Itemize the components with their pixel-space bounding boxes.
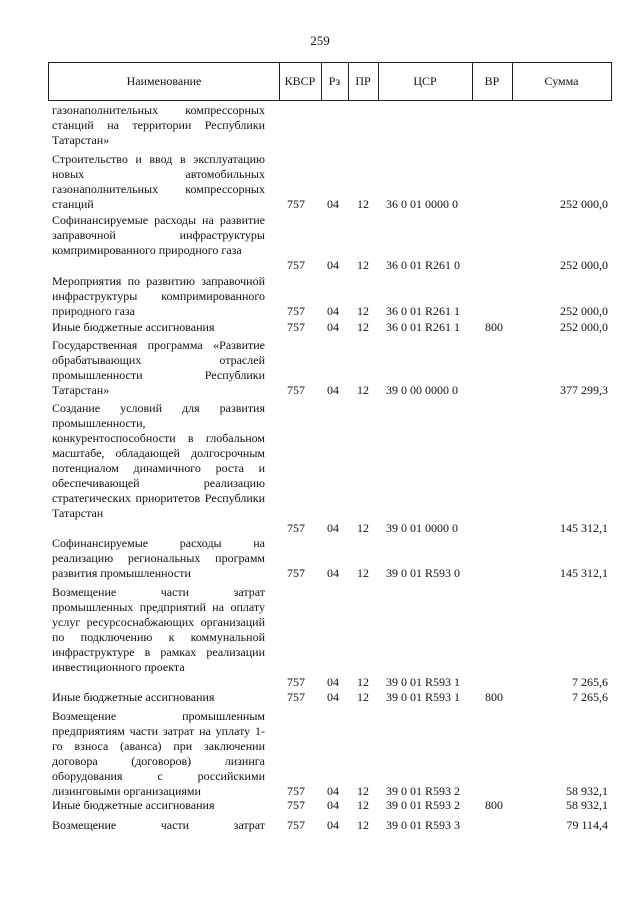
row-pr: 12 bbox=[357, 675, 369, 689]
row-sum: 252 000,0 bbox=[560, 197, 608, 211]
table-row bbox=[0, 338, 640, 398]
table-row bbox=[0, 798, 640, 813]
table-row bbox=[0, 320, 640, 335]
header-rz: Рз bbox=[328, 74, 341, 88]
table-row bbox=[0, 818, 640, 833]
row-csr: 36 0 01 0000 0 bbox=[386, 197, 458, 211]
row-rz: 04 bbox=[327, 675, 339, 689]
row-csr: 39 0 01 0000 0 bbox=[386, 521, 458, 535]
row-pr: 12 bbox=[357, 383, 369, 397]
row-rz: 04 bbox=[327, 521, 339, 535]
row-sum: 145 312,1 bbox=[560, 566, 608, 580]
row-sum: 252 000,0 bbox=[560, 258, 608, 272]
row-csr: 39 0 01 R593 3 bbox=[386, 818, 461, 832]
table-row bbox=[0, 709, 640, 799]
row-kvsr: 757 bbox=[287, 197, 305, 211]
row-csr: 36 0 01 R261 0 bbox=[386, 258, 461, 272]
row-pr: 12 bbox=[357, 197, 369, 211]
row-kvsr: 757 bbox=[287, 383, 305, 397]
row-csr: 36 0 01 R261 1 bbox=[386, 304, 461, 318]
row-csr: 36 0 01 R261 1 bbox=[386, 320, 461, 334]
row-pr: 12 bbox=[357, 320, 369, 334]
row-pr: 12 bbox=[357, 690, 369, 704]
row-rz: 04 bbox=[327, 818, 339, 832]
row-name: Возмещение части затрат промышленных предприятий на оплату услуг ресурсоснабжающих организаций по подключению к коммунальной инфраструктуре в рамках реализации инвестиционного проекта bbox=[52, 585, 265, 674]
row-vr: 800 bbox=[485, 320, 503, 334]
row-rz: 04 bbox=[327, 798, 339, 812]
row-pr: 12 bbox=[357, 304, 369, 318]
row-name: Иные бюджетные ассигнования bbox=[52, 320, 215, 334]
row-kvsr: 757 bbox=[287, 675, 305, 689]
row-rz: 04 bbox=[327, 197, 339, 211]
row-kvsr: 757 bbox=[287, 320, 305, 334]
row-sum: 79 114,4 bbox=[566, 818, 608, 832]
table-row bbox=[0, 213, 640, 273]
row-kvsr: 757 bbox=[287, 258, 305, 272]
row-sum: 252 000,0 bbox=[560, 320, 608, 334]
row-sum: 58 932,1 bbox=[566, 798, 608, 812]
row-kvsr: 757 bbox=[287, 690, 305, 704]
row-vr: 800 bbox=[485, 798, 503, 812]
row-csr: 39 0 01 R593 1 bbox=[386, 675, 461, 689]
row-name: Возмещение части затрат bbox=[52, 818, 265, 832]
row-pr: 12 bbox=[357, 784, 369, 798]
row-rz: 04 bbox=[327, 784, 339, 798]
row-name: газонаполнительных компрессорных станций на территории Республики Татарстан» bbox=[52, 103, 265, 147]
table-header bbox=[48, 62, 612, 101]
row-rz: 04 bbox=[327, 320, 339, 334]
header-kvsr: КВСР bbox=[284, 74, 316, 88]
row-kvsr: 757 bbox=[287, 566, 305, 580]
row-sum: 58 932,1 bbox=[566, 784, 608, 798]
row-sum: 7 265,6 bbox=[572, 690, 608, 704]
row-rz: 04 bbox=[327, 566, 339, 580]
row-name: Софинансируемые расходы на реализацию региональных программ развития промышленности bbox=[52, 536, 265, 580]
row-name: Государственная программа «Развитие обрабатывающих отраслей промышленности Республики Татарстан» bbox=[52, 338, 265, 397]
row-pr: 12 bbox=[357, 258, 369, 272]
row-pr: 12 bbox=[357, 818, 369, 832]
table-row bbox=[0, 401, 640, 536]
row-csr: 39 0 01 R593 2 bbox=[386, 784, 461, 798]
table-row bbox=[0, 103, 640, 148]
header-pr: ПР bbox=[355, 74, 371, 88]
row-sum: 145 312,1 bbox=[560, 521, 608, 535]
row-csr: 39 0 00 0000 0 bbox=[386, 383, 458, 397]
header-vr: ВР bbox=[484, 74, 500, 88]
row-name: Иные бюджетные ассигнования bbox=[52, 690, 215, 704]
row-kvsr: 757 bbox=[287, 818, 305, 832]
row-rz: 04 bbox=[327, 690, 339, 704]
row-name: Иные бюджетные ассигнования bbox=[52, 798, 215, 812]
row-name: Возмещение промышленным предприятиям части затрат на уплату 1-го взноса (аванса) при заключении договора (договоров) лизинга оборудования с российскими лизинговыми организациями bbox=[52, 709, 265, 798]
row-name: Строительство и ввод в эксплуатацию новых автомобильных газонаполнительных компрессорных станций bbox=[52, 152, 265, 211]
table-row bbox=[0, 536, 640, 581]
row-name: Софинансируемые расходы на развитие заправочной инфраструктуры компримированного природного газа bbox=[52, 213, 265, 257]
row-kvsr: 757 bbox=[287, 798, 305, 812]
row-csr: 39 0 01 R593 0 bbox=[386, 566, 461, 580]
row-vr: 800 bbox=[485, 690, 503, 704]
table-body bbox=[0, 101, 640, 901]
row-rz: 04 bbox=[327, 304, 339, 318]
row-kvsr: 757 bbox=[287, 784, 305, 798]
row-kvsr: 757 bbox=[287, 304, 305, 318]
row-rz: 04 bbox=[327, 383, 339, 397]
row-kvsr: 757 bbox=[287, 521, 305, 535]
row-pr: 12 bbox=[357, 566, 369, 580]
row-csr: 39 0 01 R593 2 bbox=[386, 798, 461, 812]
row-name: Мероприятия по развитию заправочной инфраструктуры компримированного природного газа bbox=[52, 274, 265, 318]
page-number: 259 bbox=[310, 33, 330, 48]
header-name: Наименование bbox=[126, 74, 202, 88]
table-row bbox=[0, 274, 640, 319]
row-rz: 04 bbox=[327, 258, 339, 272]
table-row bbox=[0, 585, 640, 690]
table-row bbox=[0, 690, 640, 705]
row-name: Создание условий для развития промышленности, конкурентоспособности в глобальном масштабе, обладающей долгосрочным потенциалом динамичного роста и обеспечивающей реализацию стратегических приоритетов Республики Татарстан bbox=[52, 401, 265, 520]
header-sum: Сумма bbox=[544, 74, 579, 88]
row-csr: 39 0 01 R593 1 bbox=[386, 690, 461, 704]
row-pr: 12 bbox=[357, 798, 369, 812]
header-csr: ЦСР bbox=[413, 74, 437, 88]
row-sum: 252 000,0 bbox=[560, 304, 608, 318]
row-sum: 7 265,6 bbox=[572, 675, 608, 689]
table-row bbox=[0, 152, 640, 212]
row-pr: 12 bbox=[357, 521, 369, 535]
row-sum: 377 299,3 bbox=[560, 383, 608, 397]
